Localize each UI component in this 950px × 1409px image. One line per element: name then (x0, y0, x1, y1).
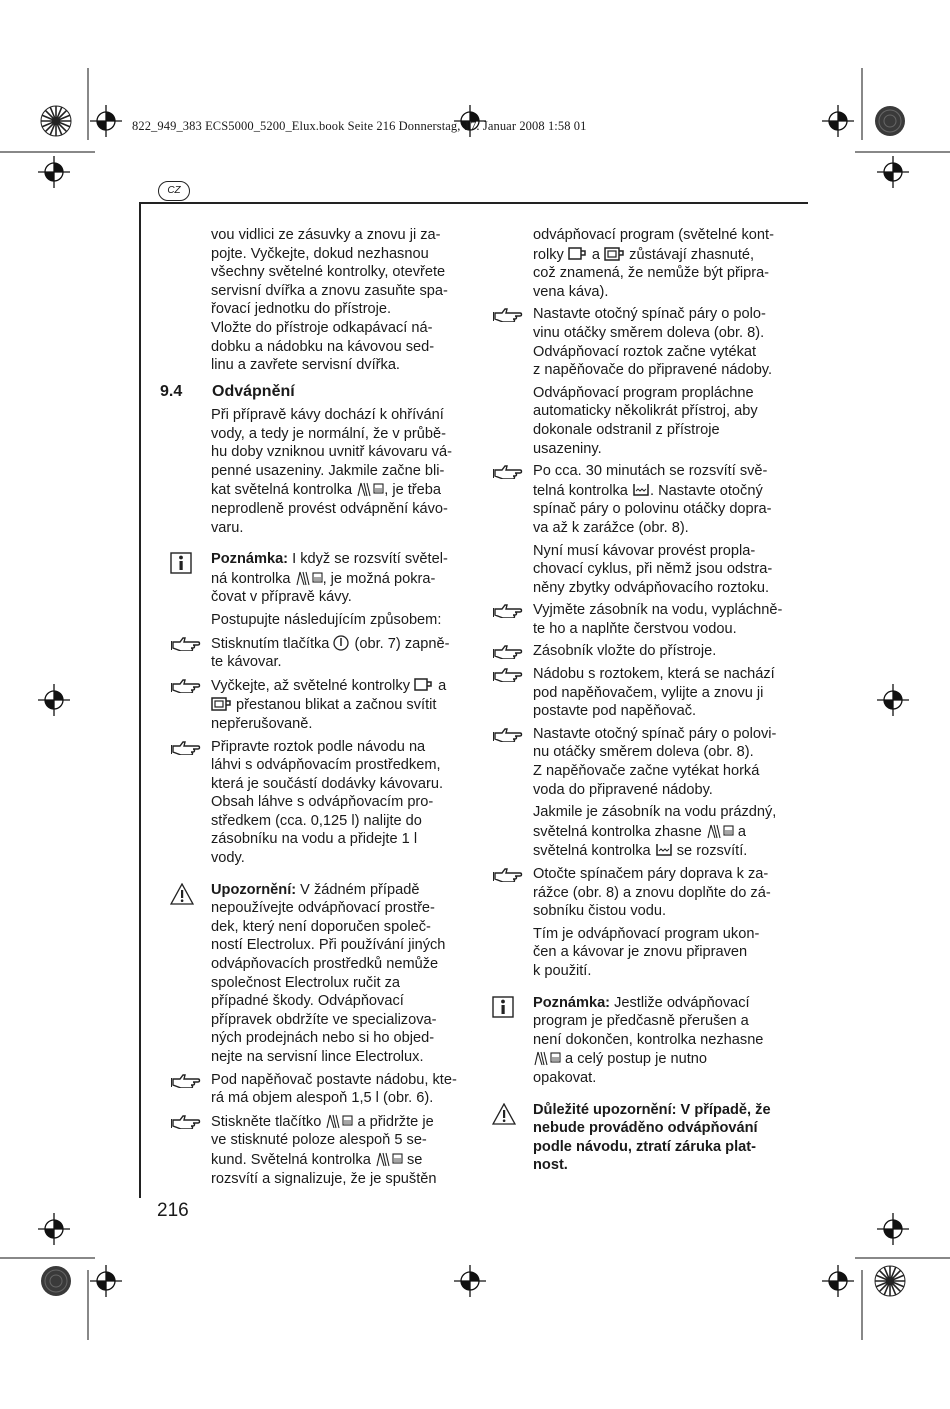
text-line: Nastavte otočný spínač páry o polo- (533, 306, 766, 323)
section-heading (160, 383, 295, 401)
left-rule (139, 202, 141, 1198)
text-line: není dokončen, kontrolka nezhasne (533, 1031, 764, 1048)
text-line: Důležité upozornění: V případě, že (533, 1101, 771, 1118)
text-line: Při přípravě kávy dochází k ohřívání (211, 407, 444, 423)
descale-icon (533, 1049, 561, 1066)
step-item (533, 601, 808, 638)
text-line: přípravek obdržíte ve specializova- (211, 1011, 437, 1028)
text-line: hu doby vzniknou uvnitř kávovaru vá- (211, 444, 452, 461)
text-line: Jakmile je zásobník na vodu prázdný, (533, 804, 777, 821)
text-line: čen a kávovar je znovu připraven (533, 944, 748, 961)
text-line: sobníku čistou vodu. (533, 903, 667, 920)
text-line: kund. Světelná kontrolka (211, 1151, 371, 1168)
text-line: světelná kontrolka zhasne (533, 823, 702, 840)
pointing-hand-icon (171, 1072, 203, 1088)
text-line: te kávovar. (211, 654, 282, 671)
text-line: chovací cyklus, při němž jsou odstra- (533, 561, 773, 578)
step-item (533, 462, 808, 537)
step-item (533, 725, 808, 799)
text-line: Připravte roztok podle návodu na (211, 738, 426, 755)
note-label: Poznámka: (211, 551, 289, 568)
right-column (533, 226, 808, 1175)
text-line: podle návodu, ztratí záruka plat- (533, 1138, 756, 1155)
text-line: postavte pod napěňovač. (533, 703, 697, 720)
text-line: případné škody. Odvápňovací (211, 993, 404, 1010)
text-line: z napěňovače do připravené nádoby. (533, 362, 773, 379)
step-item (533, 642, 808, 661)
text-line: odvápňovacích prostředků nemůže (211, 956, 439, 973)
text-line: penné usazeniny. Jakmile začne bli- (211, 462, 445, 479)
pointing-hand-icon (493, 602, 525, 618)
text-line: a (733, 823, 746, 840)
paragraph (533, 542, 808, 598)
pointing-hand-icon (171, 739, 203, 755)
text-line: servisní dvířka a znovu zasuňte spa- (211, 282, 448, 299)
two-cup-icon (604, 245, 625, 262)
step-item (533, 305, 808, 379)
warning-icon (170, 883, 194, 905)
two-cup-icon (211, 695, 232, 712)
text-line: te ho a naplňte čerstvou vodou. (533, 620, 737, 637)
text-line: všechny světelné kontrolky, otevřete (211, 264, 446, 281)
text-line: linu a zavřete servisní dvířka. (211, 357, 400, 374)
text-line: Vyjměte zásobník na vodu, vypláchně- (533, 602, 783, 619)
pointing-hand-icon (493, 463, 525, 479)
text-line: Obsah láhve s odvápňovacím pro- (211, 794, 434, 811)
text-line: Jestliže odvápňovací (610, 994, 750, 1011)
section-number: 9.4 (160, 383, 183, 400)
text-line: zásobníku na vodu a přidejte 1 l (211, 831, 418, 848)
text-line: k použití. (533, 962, 592, 979)
text-line: se (402, 1151, 423, 1168)
text-line: nost. (533, 1157, 568, 1174)
text-line: Postupujte následujícím způsobem: (211, 611, 442, 628)
text-line: . Nastavte otočný (649, 482, 763, 499)
text-line: zůstávají zhasnuté, (625, 246, 755, 263)
text-line: , je třeba (384, 482, 442, 499)
top-rule (139, 202, 808, 204)
one-cup-icon (568, 245, 588, 262)
note-label: Poznámka: (533, 994, 611, 1011)
paragraph (533, 803, 808, 861)
text-line: Tím je odvápňovací program ukon- (533, 925, 760, 942)
drip-tray-icon (655, 841, 673, 858)
warning-block (533, 1101, 808, 1175)
text-line: pojte. Vyčkejte, dokud nezhasnou (211, 245, 429, 262)
text-line: nebude prováděno odvápňování (533, 1120, 758, 1137)
print-header: 822_949_383 ECS5000_5200_Elux.book Seite 216 Donnerstag, 17. Januar 2008 1:58 01 (132, 119, 587, 133)
text-line: což znamená, že nemůže být připra- (533, 265, 770, 282)
note-block (533, 994, 808, 1088)
text-line: světelná kontrolka (533, 843, 651, 860)
warning-label: Upozornění: (211, 881, 297, 898)
step-item (211, 634, 481, 672)
text-line: , je možná pokra- (322, 570, 436, 587)
descale-icon (325, 1112, 353, 1129)
text-line: Odvápňovací program propláchne (533, 384, 754, 401)
text-line: Otočte spínačem páry doprava k za- (533, 866, 769, 882)
pointing-hand-icon (171, 677, 203, 693)
text-line: Stiskněte tlačítko (211, 1113, 322, 1130)
text-line: neprodleně provést odvápnění kávo- (211, 500, 448, 517)
text-line: voda do připravené nádoby. (533, 781, 713, 798)
step-item (533, 665, 808, 721)
text-line: čovat v přípravě kávy. (211, 589, 352, 606)
warning-icon (492, 1103, 516, 1125)
text-line: nepřerušovaně. (211, 715, 313, 732)
text-line: Stisknutím tlačítka (211, 635, 330, 652)
text-line: společnost Electrolux ručit za (211, 974, 400, 991)
text-line: odvápňovací program (světelné kont- (533, 227, 774, 243)
descale-icon (706, 822, 734, 839)
paragraph (533, 925, 808, 981)
pointing-hand-icon (493, 306, 525, 322)
descale-icon (375, 1150, 403, 1167)
step-item (211, 1112, 481, 1188)
step-item (211, 1071, 481, 1108)
descale-icon (295, 569, 323, 586)
text-line: Z napěňovače začne vytékat horká (533, 763, 760, 780)
text-line: Zásobník vložte do přístroje. (533, 643, 717, 660)
pointing-hand-icon (493, 643, 525, 659)
text-line: Po cca. 30 minutách se rozsvítí svě- (533, 463, 768, 480)
text-line: rá má objem alespoň 1,5 l (obr. 6). (211, 1090, 434, 1107)
text-line: ností Electrolux. Při používání jiných (211, 937, 446, 954)
text-line: program je předčasně přerušen a (533, 1013, 749, 1030)
text-line: automaticky několikrát přístroj, aby (533, 403, 758, 420)
text-line: spínač páry o polovinu otáčky dopra- (533, 501, 772, 518)
note-block (211, 550, 481, 607)
text-line: vody. (211, 850, 245, 867)
text-line: která je součástí dodávky kávovaru. (211, 775, 443, 792)
step-item (211, 676, 481, 734)
pointing-hand-icon (493, 666, 525, 682)
paragraph (533, 384, 808, 458)
step-item (211, 738, 481, 868)
left-main (211, 406, 481, 1188)
text-line: vena káva). (533, 283, 609, 300)
text-line: něny zbytky odvápňovacího roztoku. (533, 579, 770, 596)
text-line: Odvápňovací roztok začne vytékat (533, 343, 757, 360)
text-line: nu otáčky směrem doleva (obr. 8). (533, 744, 754, 761)
text-line: a přidržte je (353, 1113, 434, 1130)
text-line: telná kontrolka (533, 482, 628, 499)
pointing-hand-icon (171, 1113, 203, 1129)
text-line: ných prodejnách nebo si ho objed- (211, 1030, 435, 1047)
text-line: Nastavte otočný spínač páry o polovi- (533, 725, 777, 742)
text-line: Nyní musí kávovar provést propla- (533, 542, 756, 559)
descale-icon (356, 480, 384, 497)
text-line: dek, který není doporučen společ- (211, 918, 431, 935)
step-item (533, 865, 808, 921)
text-line: kat světelná kontrolka (211, 482, 353, 499)
pointing-hand-icon (171, 635, 203, 651)
language-badge: CZ (158, 181, 190, 201)
warning-block (211, 881, 481, 1067)
text-line: ve stisknuté poloze alespoň 5 se- (211, 1132, 427, 1149)
text-line: a (434, 677, 447, 694)
text-line: Vyčkejte, až světelné kontrolky (211, 677, 410, 694)
left-intro (211, 226, 448, 375)
text-line: va až k zarážce (obr. 8). (533, 519, 689, 536)
text-line: varu. (211, 519, 244, 536)
text-line: a celý postup je nutno (561, 1051, 708, 1068)
text-line: láhvi s odvápňovacím prostředkem, (211, 757, 441, 774)
text-line: opakovat. (533, 1069, 597, 1086)
text-line: usazeniny. (533, 440, 602, 457)
pointing-hand-icon (493, 866, 525, 882)
text-line: vinu otáčky směrem doleva (obr. 8). (533, 324, 765, 341)
text-line: Nádobu s roztokem, která se nachází (533, 666, 775, 683)
text-line: I když se rozsvítí světel- (288, 551, 448, 568)
text-line: ná kontrolka (211, 570, 291, 587)
section-title: Odvápnění (212, 383, 295, 400)
text-line: rozsvítí a signalizuje, že je spuštěn (211, 1170, 437, 1187)
text-line: a (587, 246, 601, 263)
text-line: řovací jednotku do přístroje. (211, 301, 392, 318)
text-line: V žádném případě (296, 881, 420, 898)
text-line: dokonale odstranil z přístroje (533, 421, 720, 438)
info-icon (170, 552, 192, 574)
text-line: středkem (cca. 0,125 l) nalijte do (211, 812, 422, 829)
text-line: nejte na servisní lince Electrolux. (211, 1049, 424, 1065)
text-line: rážce (obr. 8) a znovu doplňte do zá- (533, 884, 771, 901)
power-icon (333, 634, 350, 651)
text-line: přestanou blikat a začnou svítit (232, 697, 437, 714)
text-line: dobku a nádobku na kávovou sed- (211, 338, 435, 355)
text-line: nepoužívejte odvápňovací prostře- (211, 900, 435, 917)
one-cup-icon (414, 676, 434, 693)
text-line: (obr. 7) zapně- (350, 635, 450, 652)
text-line: se rozsvítí. (672, 843, 748, 860)
text-line: vody, a tedy je normální, že v průbě- (211, 425, 446, 442)
text-line: pod napěňovačem, vylijte a znovu ji (533, 684, 764, 701)
info-icon (492, 996, 514, 1018)
text-line: Pod napěňovač postavte nádobu, kte- (211, 1071, 457, 1088)
drip-tray-icon (632, 481, 650, 498)
text-line: vou vidlici ze zásuvky a znovu ji za- (211, 227, 441, 243)
page-number: 216 (157, 1200, 189, 1221)
text-line: rolky (533, 246, 564, 263)
pointing-hand-icon (493, 726, 525, 742)
text-line: Vložte do přístroje odkapávací ná- (211, 319, 433, 336)
